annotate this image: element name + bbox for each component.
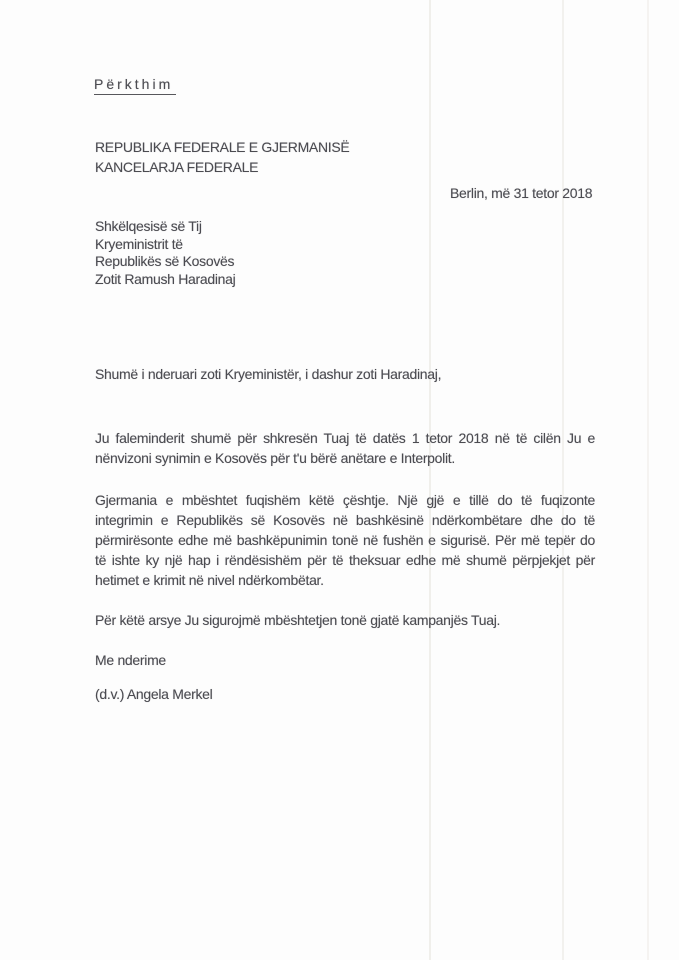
recipient-line: Republikës së Kosovës bbox=[95, 253, 235, 269]
recipient-line: Shkëlqesisë së Tij bbox=[95, 218, 202, 234]
sender-org-line: REPUBLIKA FEDERALE E GJERMANISË bbox=[95, 139, 350, 155]
recipient-line: Kryeministrit të bbox=[95, 235, 183, 252]
translation-heading: Përkthim bbox=[94, 76, 176, 95]
paragraph-line: Ju faleminderit shumë për shkresën Tuaj të datës 1 tetor 2018 në të cilën Ju e bbox=[95, 430, 595, 446]
paragraph-line: nënvizoni synimin e Kosovës për t'u bërë anëtare e Interpolit. bbox=[95, 450, 455, 466]
recipient-block bbox=[95, 218, 235, 288]
signature-name: (d.v.) Angela Merkel bbox=[95, 686, 213, 702]
paragraph-line: hetimet e krimit në nivel ndërkombëtar. bbox=[95, 572, 324, 588]
scan-line-artifact bbox=[562, 0, 564, 960]
paragraph-2 bbox=[95, 490, 595, 590]
closing-valediction: Me nderime bbox=[95, 652, 166, 668]
paragraph-line: përmirësonte edhe më bashkëpunimin tonë në fushën e sigurisë. Për më tepër do bbox=[95, 532, 595, 548]
scan-line-artifact bbox=[429, 0, 431, 960]
paragraph-3: Për këtë arsye Ju sigurojmë mbështetjen tonë gjatë kampanjës Tuaj. bbox=[95, 612, 501, 628]
dateline: Berlin, më 31 tetor 2018 bbox=[450, 185, 593, 201]
paragraph-line: të ishte ky një hap i rëndësishëm për të theksuar edhe më shumë përpjekjet për bbox=[95, 552, 595, 568]
paragraph-line: integrimin e Republikës së Kosovës në bashkësinë ndërkombëtare dhe do të bbox=[95, 512, 595, 528]
sender-org bbox=[95, 137, 349, 177]
sender-org-line: KANCELARJA FEDERALE bbox=[95, 159, 259, 175]
salutation: Shumë i nderuari zoti Kryeministër, i dashur zoti Haradinaj, bbox=[95, 366, 442, 382]
paragraph-1 bbox=[95, 428, 595, 468]
scan-line-artifact bbox=[647, 0, 649, 960]
paragraph-line: Gjermania e mbështet fuqishëm këtë çështje. Një gjë e tillë do të fuqizonte bbox=[95, 492, 595, 508]
recipient-line: Zotit Ramush Haradinaj bbox=[95, 270, 236, 287]
